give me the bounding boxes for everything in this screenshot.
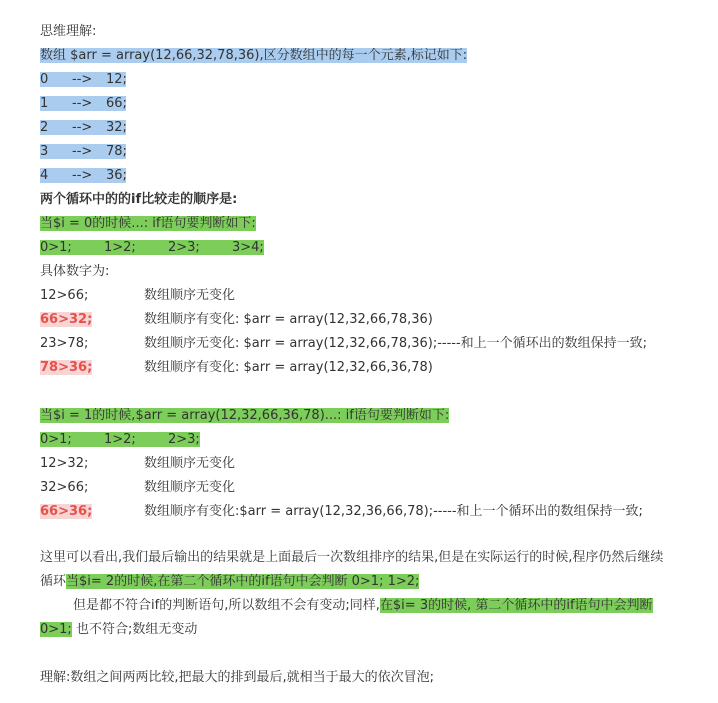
compare-row: 23>78; 数组顺序无变化: $arr = array(12,32,66,78,36);-----和上一个循环出的数组保持一致; [40,336,648,351]
index-map-row: 0 --> 12; [40,72,127,87]
heading-thinking: 思维理解: [40,24,97,39]
round2-pairs: 0>1; 1>2; 2>3; [40,432,200,447]
compare-row: 12>66; 数组顺序无变化 [40,288,236,303]
round1-pairs: 0>1; 1>2; 2>3; 3>4; [40,240,264,255]
array-definition-text: 数组 $arr = array(12,66,32,78,36),区分数组中的每一个元素,标记如下: [40,48,468,63]
compare-row: 32>66; 数组顺序无变化 [40,480,236,495]
index-map-row: 2 --> 32; [40,120,127,135]
compare-row: 66>32; 数组顺序有变化: $arr = array(12,32,66,78,36) [40,312,433,327]
index-map-row: 4 --> 36; [40,168,127,183]
compare-row: 66>36; 数组顺序有变化:$arr = array(12,32,36,66,78);-----和上一个循环出的数组保持一致; [40,504,643,519]
array-definition [40,46,467,66]
detail-label: 具体数字为: [40,264,110,279]
round2-header: 当$i = 1的时候,$arr = array(12,32,66,36,78)...: if语句要判断如下: [40,408,450,423]
index-map-row: 1 --> 66; [40,96,127,111]
index-map-row: 3 --> 78; [40,144,127,159]
order-heading: 两个循环中的的if比较走的顺序是: [40,192,238,207]
compare-row: 12>32; 数组顺序无变化 [40,456,236,471]
compare-row: 78>36; 数组顺序有变化: $arr = array(12,32,66,36,78) [40,360,433,375]
round1-header: 当$i = 0的时候...: if语句要判断如下: [40,216,256,231]
conclusion: 理解:数组之间两两比较,把最大的排到最后,就相当于最大的依次冒泡; [40,670,435,685]
summary-paragraph: 这里可以看出,我们最后输出的结果就是上面最后一次数组排序的结果,但是在实际运行的时候,程序仍然后继续循环当$i= 2的时候,在第二个循环中的if语句中会判断 0>1; 1>2; 但是都不符合if的判断语句,所以数组不会有变动;同样,在$i= 3的时候, 第二个循环中的if语句中会判断 0>1; 也不符合;数组无变动 [40,550,664,637]
